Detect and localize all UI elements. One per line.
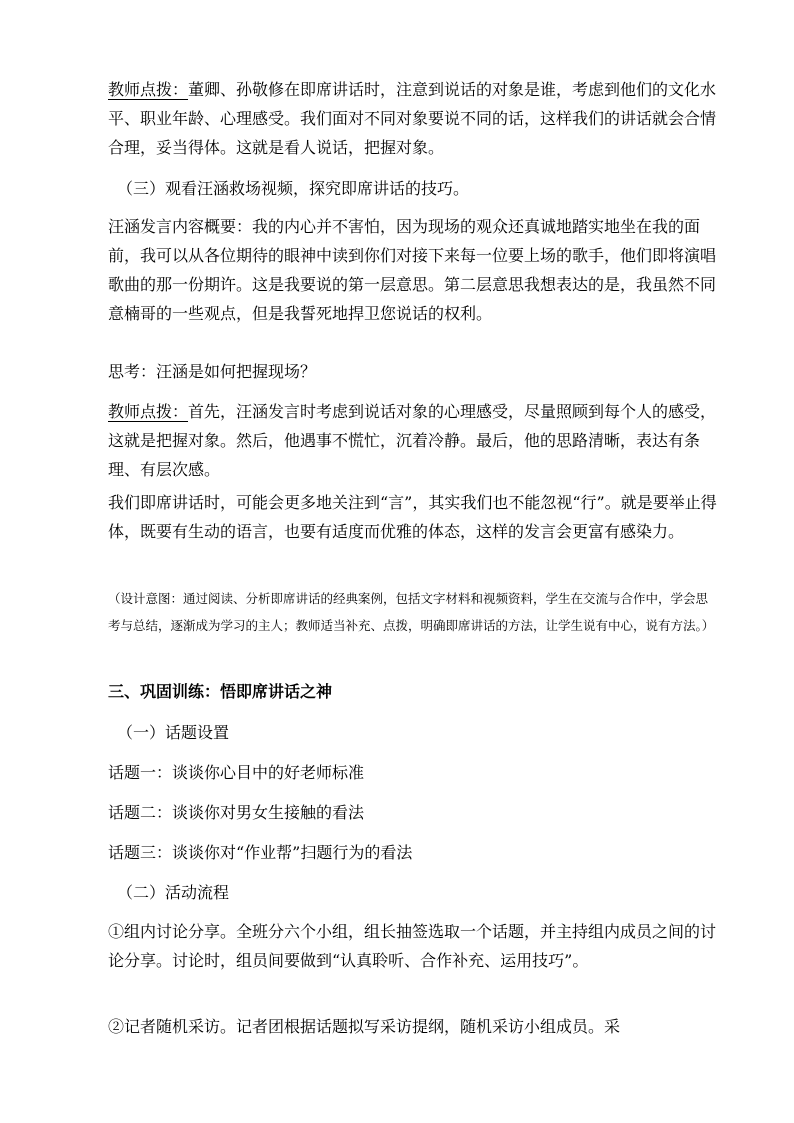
teacher-comment-text: 首先，汪涵发言时考虑到说话对象的心理感受，尽量照顾到每个人的感受，这就是把握对象。然后，他遇事不慌忙，沉着冷静。最后，他的思路清晰，表达有条理、有层次感。 (108, 402, 717, 479)
teacher-comment-text: 董卿、孙敬修在即席讲话时，注意到说话的对象是谁，考虑到他们的文化水平、职业年龄、心理感受。我们面对不同对象要说不同的话，这样我们的讲话就会合情合理，妥当得体。这就是看人说话，把握对象。 (108, 80, 717, 157)
part-3-heading: 三、巩固训练：悟即席讲话之神 (108, 682, 333, 701)
topic-item-1: 话题一：谈谈你心目中的好老师标准 (108, 763, 365, 782)
design-intent-note: （设计意图：通过阅读、分析即席讲话的经典案例，包括文字材料和视频资料，学生在交流与合作中，学会思考与总结，逐渐成为学习的主人；教师适当补充、点拨，明确即席讲话的方法，让学生说有中心，说有方法。） (108, 591, 715, 633)
activity-process-title: （二）活动流程 (117, 883, 230, 902)
activity-step-1: ①组内讨论分享。全班分六个小组，组长抽签选取一个话题，并主持组内成员之间的讨论分享。讨论时，组员间要做到“认真聆听、合作补充、运用技巧”。 (108, 922, 717, 970)
topic-item-3: 话题三：谈谈你对“作业帮”扫题行为的看法 (108, 843, 413, 862)
activity-step-2: ②记者随机采访。记者团根据话题拟写采访提纲，随机采访小组成员。采 (108, 1017, 621, 1036)
speech-behavior-paragraph: 我们即席讲话时，可能会更多地关注到“言”，其实我们也不能忽视“行”。就是要举止得体，既要有生动的语言，也要有适度而优雅的体态，这样的发言会更富有感染力。 (108, 493, 717, 541)
teacher-comment-paragraph-2 (108, 397, 720, 484)
topic-settings-title: （一）话题设置 (117, 723, 230, 742)
summary-paragraph: 汪涵发言内容概要：我的内心并不害怕，因为现场的观众还真诚地踏实地坐在我的面前，我可以从各位期待的眼神中读到你们对接下来每一位要上场的歌手，他们即将演唱歌曲的那一份期许。这是我要说的第一层意思。第二层意思我想表达的是，我虽然不同意楠哥的一些观点，但是我誓死地捍卫您说话的权利。 (108, 217, 717, 323)
section-3-title: （三）观看汪涵救场视频，探究即席讲话的技巧。 (117, 179, 470, 198)
teacher-comment-paragraph-1 (108, 75, 720, 162)
teacher-comment-label: 教师点拨： (108, 80, 189, 99)
question-line: 思考：汪涵是如何把握现场？ (108, 362, 317, 381)
topic-item-2: 话题二：谈谈你对男女生接触的看法 (108, 803, 365, 822)
teacher-comment-label: 教师点拨： (108, 402, 189, 421)
